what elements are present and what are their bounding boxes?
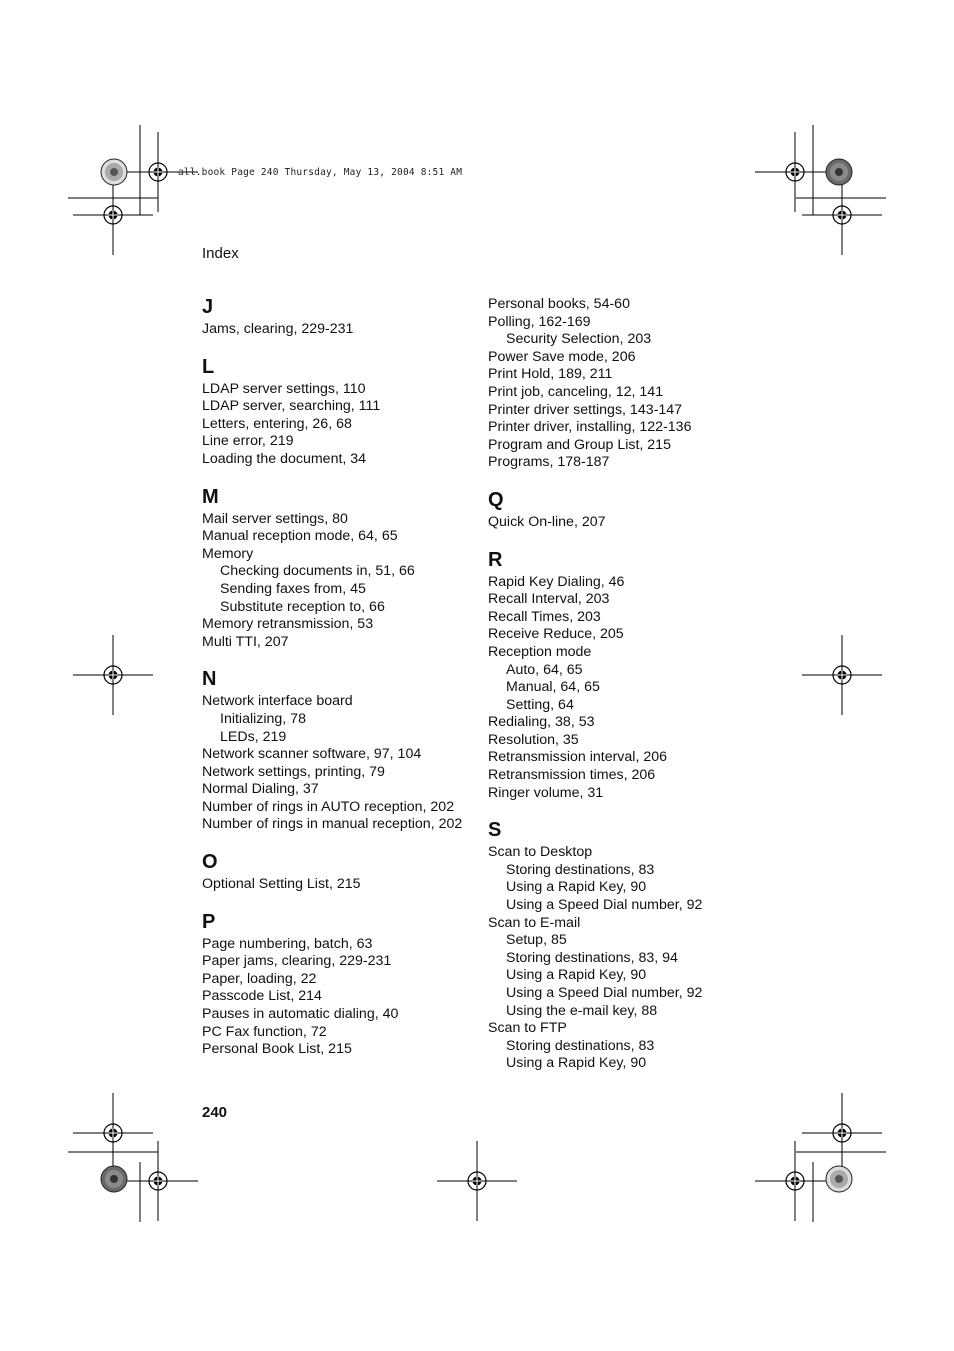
index-subentry: Using a Rapid Key, 90 [506,879,647,896]
page-number: 240 [202,1104,228,1121]
index-entry: Manual reception mode, 64, 65 [202,528,398,545]
index-subentry: Checking documents in, 51, 66 [220,563,415,580]
index-entry: Personal Book List, 215 [202,1041,352,1058]
index-entry: Printer driver, installing, 122-136 [488,419,692,436]
index-letter-heading: N [202,668,217,691]
index-entry: Scan to Desktop [488,844,593,861]
index-entry: Loading the document, 34 [202,450,367,467]
index-entry: Reception mode [488,643,592,660]
index-entry: Passcode List, 214 [202,988,322,1005]
index-letter-heading: O [202,851,218,874]
index-entry: Resolution, 35 [488,731,579,748]
index-letter-heading: P [202,910,216,933]
index-entry: Retransmission interval, 206 [488,749,667,766]
index-entry: Pauses in automatic dialing, 40 [202,1006,399,1023]
index-subentry: Storing destinations, 83 [506,1037,655,1054]
index-entry: Memory [202,545,254,562]
index-entry: Print job, canceling, 12, 141 [488,383,664,400]
index-entry: Receive Reduce, 205 [488,626,624,643]
index-subentry: Setting, 64 [506,696,574,713]
index-subentry: Auto, 64, 65 [506,661,583,678]
index-letter-heading: J [202,296,214,318]
index-subentry: Storing destinations, 83 [506,861,655,878]
index-entry: Line error, 219 [202,433,294,450]
index-entry: Quick On-line, 207 [488,513,606,530]
index-entry: Paper jams, clearing, 229-231 [202,953,392,970]
index-entry: Network settings, printing, 79 [202,763,385,780]
index-entry: LDAP server settings, 110 [202,380,366,397]
index-entry: Polling, 162-169 [488,313,591,330]
index-entry: Paper, loading, 22 [202,970,317,987]
index-entry: Power Save mode, 206 [488,348,636,365]
index-subentry: Using a Speed Dial number, 92 [506,985,703,1001]
index-letter-heading: L [202,355,215,378]
index-entry: PC Fax function, 72 [202,1023,327,1040]
index-entry: Jams, clearing, 229-231 [202,321,354,337]
index-entry: Printer driver settings, 143-147 [488,401,682,418]
index-entry: Number of rings in AUTO reception, 202 [202,798,455,815]
index-letter-heading: Q [488,488,504,511]
index-subentry: Using a Rapid Key, 90 [506,967,647,984]
running-head: Index [202,245,239,262]
index-entry: Multi TTI, 207 [202,633,289,650]
index-entry: Ringer volume, 31 [488,784,604,801]
index-entry: Normal Dialing, 37 [202,781,319,798]
index-entry: Recall Interval, 203 [488,591,610,608]
index-subentry: LEDs, 219 [220,728,287,745]
index-column-right [488,296,778,1073]
index-entry: Scan to FTP [488,1020,567,1037]
index-entry: Network interface board [202,693,353,710]
index-entry: Mail server settings, 80 [202,510,348,527]
index-entry: Personal books, 54-60 [488,296,630,312]
index-subentry: Using a Rapid Key, 90 [506,1055,647,1072]
index-subentry: Security Selection, 203 [506,331,652,348]
index-entry: Page numbering, batch, 63 [202,935,373,952]
index-subentry: Storing destinations, 83, 94 [506,949,678,966]
index-subentry: Initializing, 78 [220,710,306,727]
index-column-left [202,296,492,1059]
index-letter-heading: M [202,485,219,508]
index-entry: Scan to E-mail [488,914,581,931]
index-entry: Memory retransmission, 53 [202,616,374,633]
index-entry: Programs, 178-187 [488,454,610,471]
index-letter-heading: S [488,819,502,842]
index-entry: Program and Group List, 215 [488,436,671,453]
index-entry: Number of rings in manual reception, 202 [202,816,463,833]
index-subentry: Sending faxes from, 45 [220,580,366,597]
index-entry: Print Hold, 189, 211 [488,366,613,383]
print-slug: all.book Page 240 Thursday, May 13, 2004 8:51 AM [178,167,463,178]
index-subentry: Manual, 64, 65 [506,679,600,696]
index-subentry: Setup, 85 [506,932,567,949]
index-subentry: Using a Speed Dial number, 92 [506,897,703,914]
index-entry: Redialing, 38, 53 [488,714,595,731]
index-entry: Rapid Key Dialing, 46 [488,573,625,590]
index-entry: Letters, entering, 26, 68 [202,415,352,432]
index-letter-heading: R [488,548,503,571]
index-entry: Recall Times, 203 [488,608,601,625]
index-entry: Optional Setting List, 215 [202,876,361,893]
index-entry: Retransmission times, 206 [488,767,656,784]
index-subentry: Using the e-mail key, 88 [506,1002,658,1019]
index-subentry: Substitute reception to, 66 [220,598,385,615]
index-entry: Network scanner software, 97, 104 [202,746,422,763]
index-entry: LDAP server, searching, 111 [202,398,381,415]
